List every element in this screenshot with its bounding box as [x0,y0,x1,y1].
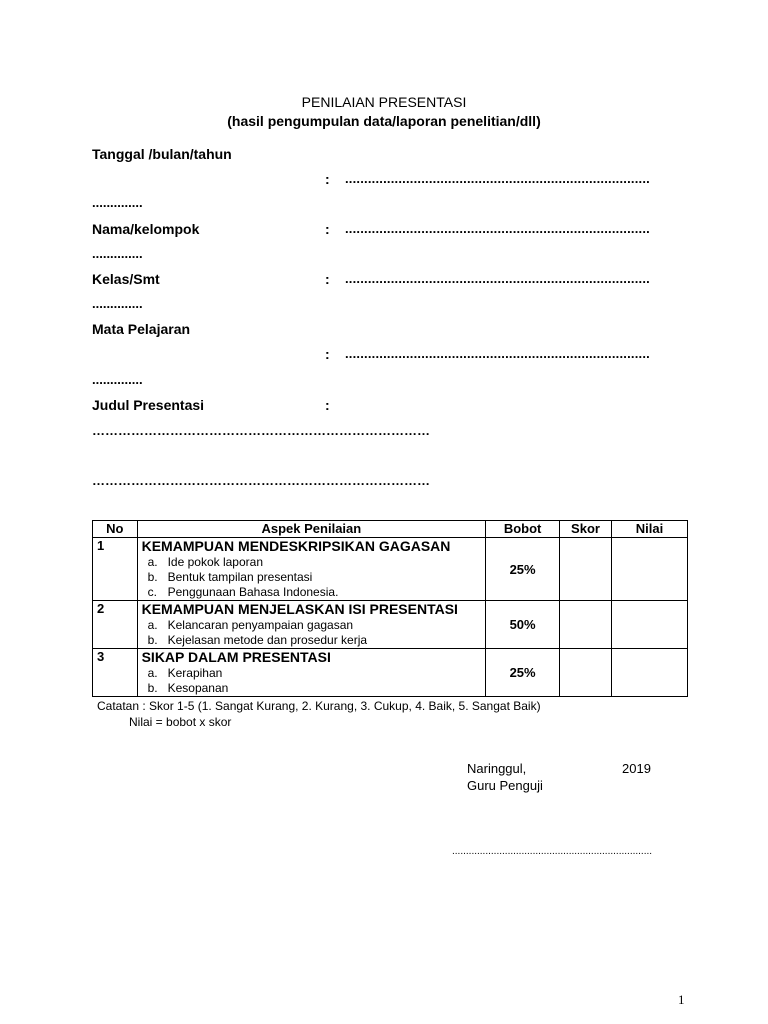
list-item: b. Bentuk tampilan presentasi [147,570,313,584]
nama-dots: ................................................................................ [345,221,650,236]
assessment-table [92,520,688,697]
table-row [93,538,688,601]
mapel-label: Mata Pelajaran [92,321,191,337]
mapel-dots: ................................................................................ [345,346,650,361]
row-aspek [137,601,486,649]
judul-label: Judul Presentasi [92,397,205,413]
row-title: KEMAMPUAN MENDESKRIPSIKAN GAGASAN [141,538,451,554]
list-item: a. Ide pokok laporan [147,555,263,569]
table-header-row [93,521,688,538]
signature-place: Naringgul, [467,761,527,776]
judul-dots-1: …………………………………………………………………… [92,423,430,438]
kelas-label: Kelas/Smt [92,271,160,287]
table-row [93,649,688,697]
page-subtitle: (hasil pengumpulan data/laporan penelitian/dll) [227,113,541,129]
page-number: 1 [678,992,685,1007]
kelas-dots-cont: .............. [92,296,143,311]
row-title: SIKAP DALAM PRESENTASI [141,649,331,665]
row-skor[interactable] [560,538,612,601]
kelas-colon: : [325,271,330,287]
row-no: 3 [93,649,138,697]
nama-dots-cont: .............. [92,246,143,261]
judul-colon: : [325,397,330,413]
list-item: b. Kejelasan metode dan prosedur kerja [147,633,368,647]
kelas-dots: ................................................................................ [345,271,650,286]
row-bobot: 50% [486,601,560,649]
header-nilai: Nilai [611,521,687,538]
mapel-dots-cont: .............. [92,372,143,387]
row-bobot: 25% [486,649,560,697]
row-aspek [137,649,486,697]
row-nilai[interactable] [611,601,687,649]
judul-dots-2: …………………………………………………………………… [92,473,430,488]
table-row [93,601,688,649]
row-skor[interactable] [560,601,612,649]
header-no: No [93,521,138,538]
signature-role: Guru Penguji [467,778,543,793]
row-aspek [137,538,486,601]
header-skor: Skor [560,521,612,538]
row-nilai[interactable] [611,649,687,697]
list-item: b. Kesopanan [147,681,229,695]
row-bobot: 25% [486,538,560,601]
row-title: KEMAMPUAN MENJELASKAN ISI PRESENTASI [141,601,458,617]
tanggal-dots: ................................................................................ [345,171,650,186]
nama-label: Nama/kelompok [92,221,200,237]
row-skor[interactable] [560,649,612,697]
tanggal-dots-cont: .............. [92,195,143,210]
list-item: c. Penggunaan Bahasa Indonesia. [147,585,339,599]
header-bobot: Bobot [486,521,560,538]
list-item: a. Kelancaran penyampaian gagasan [147,618,354,632]
header-aspek: Aspek Penilaian [137,521,486,538]
signature-year: 2019 [622,761,651,776]
row-no: 1 [93,538,138,601]
tanggal-colon: : [325,171,330,187]
row-no: 2 [93,601,138,649]
list-item: a. Kerapihan [147,666,223,680]
row-nilai[interactable] [611,538,687,601]
signature-line: ........................................................................ [452,846,653,857]
page-title: PENILAIAN PRESENTASI [301,94,467,110]
nilai-formula: Nilai = bobot x skor [129,715,232,729]
tanggal-label: Tanggal /bulan/tahun [92,146,232,162]
catatan-note: Catatan : Skor 1-5 (1. Sangat Kurang, 2. Kurang, 3. Cukup, 4. Baik, 5. Sangat Baik) [97,699,541,713]
nama-colon: : [325,221,330,237]
mapel-colon: : [325,346,330,362]
